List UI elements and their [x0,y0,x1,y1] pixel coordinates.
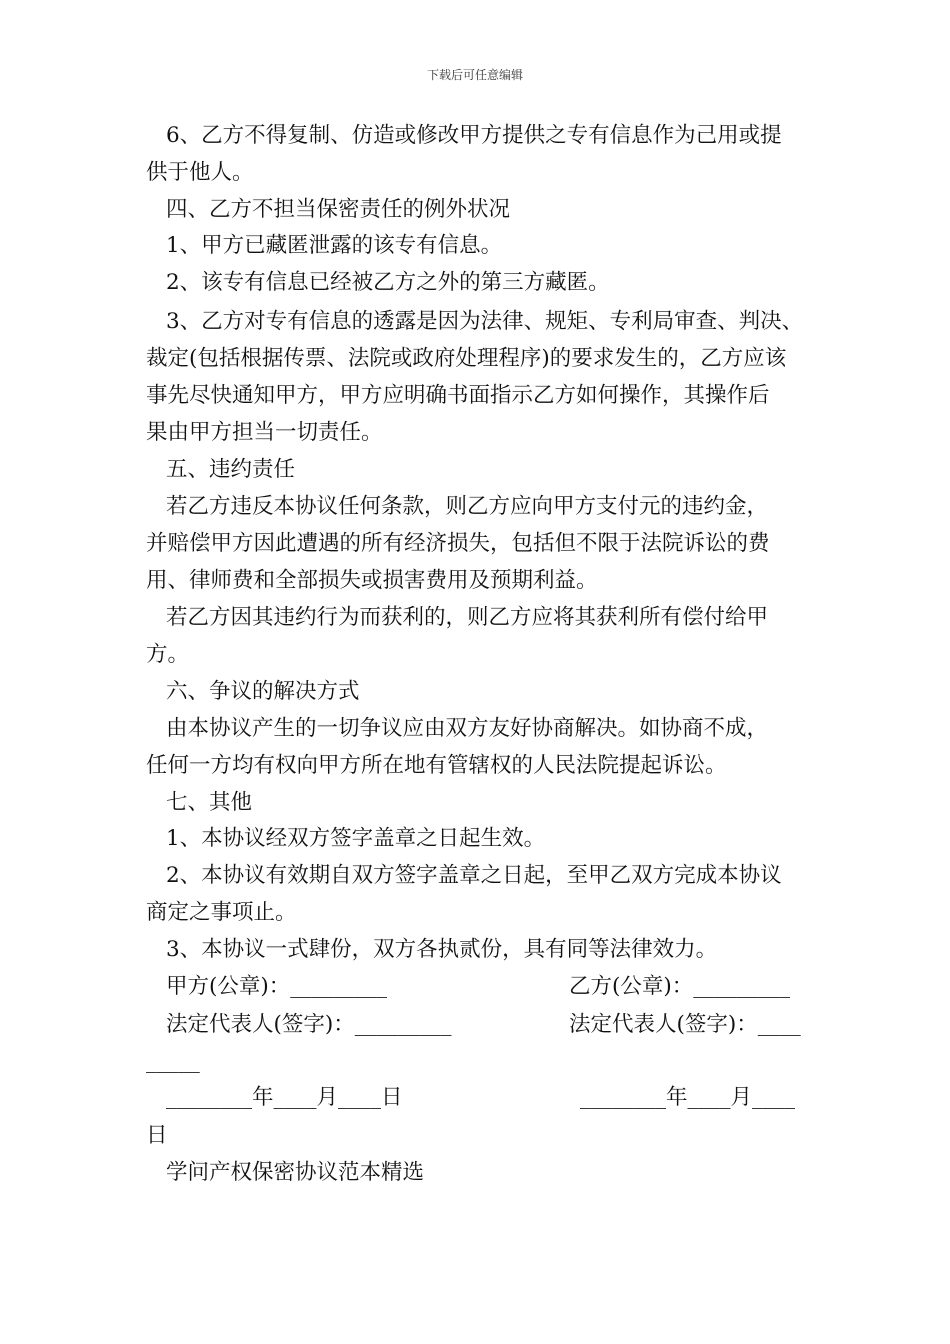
section-heading: 六、争议的解决方式 [166,679,360,704]
paragraph-line: 商定之事项止。 [146,900,297,925]
party-a-seal: 甲方(公章)：_________ [166,974,388,999]
paragraph-line: 3、乙方对专有信息的透露是因为法律、规矩、专利局审查、判决、 [166,309,804,334]
paragraph-line: 3、本协议一式肆份，双方各执贰份，具有同等法律效力。 [166,937,718,962]
paragraph-line: 1、甲方已藏匿泄露的该专有信息。 [166,233,503,258]
paragraph-line: 裁定(包括根据传票、法院或政府处理程序)的要求发生的，乙方应该 [146,346,787,371]
paragraph-line: 方。 [146,642,190,667]
paragraph-line: 果由甲方担当一切责任。 [146,420,383,445]
paragraph-line: 6、乙方不得复制、仿造或修改甲方提供之专有信息作为己用或提 [166,123,782,148]
paragraph-line: 用、律师费和全部损失或损害费用及预期利益。 [146,568,598,593]
section-heading: 四、乙方不担当保密责任的例外状况 [166,197,511,222]
party-b-seal: 乙方(公章)：_________ [569,974,791,999]
paragraph-line: 2、该专有信息已经被乙方之外的第三方藏匿。 [166,270,610,295]
header-note: 下载后可任意编辑 [426,68,523,82]
paragraph-line: 供于他人。 [146,160,254,185]
party-a-representative: 法定代表人(签字)：_________ [166,1012,452,1037]
paragraph-line: 若乙方违反本协议任何条款，则乙方应向甲方支付元的违约金， [166,494,769,519]
paragraph-line: 1、本协议经双方签字盖章之日起生效。 [166,826,546,851]
party-b-representative-cont: _____ [146,1049,200,1074]
paragraph-line: 2、本协议有效期自双方签字盖章之日起，至甲乙双方完成本协议 [166,863,782,888]
date-b: ________年____月____ [580,1085,796,1110]
footer-title: 学问产权保密协议范本精选 [166,1160,425,1185]
date-a: ________年____月____日 [166,1085,403,1110]
section-heading: 五、违约责任 [166,457,296,482]
party-b-representative: 法定代表人(签字)：____ [569,1012,801,1037]
paragraph-line: 事先尽快通知甲方，甲方应明确书面指示乙方如何操作，其操作后 [146,383,770,408]
paragraph-line: 若乙方因其违约行为而获利的，则乙方应将其获利所有偿付给甲 [166,605,769,630]
paragraph-line: 任何一方均有权向甲方所在地有管辖权的人民法院提起诉讼。 [146,753,727,778]
paragraph-line: 并赔偿甲方因此遭遇的所有经济损失，包括但不限于法院诉讼的费 [146,531,770,556]
section-heading: 七、其他 [166,790,253,815]
paragraph-line: 由本协议产生的一切争议应由双方友好协商解决。如协商不成， [166,716,769,741]
date-b-cont: 日 [146,1123,168,1148]
